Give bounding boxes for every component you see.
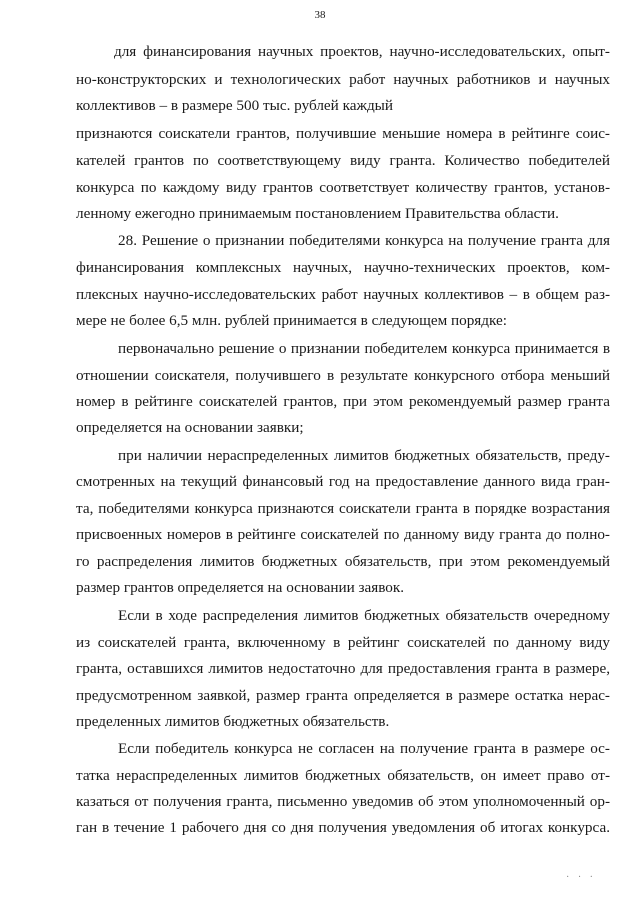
text-line: присвоенных номеров в рейтинге соискателей по данному виду гранта до полно- bbox=[76, 526, 610, 543]
text-line: мере не более 6,5 млн. рублей принимается в следующем порядке: bbox=[76, 312, 507, 329]
text-line: гранта, оставшихся лимитов недостаточно для предоставления гранта в размере, bbox=[76, 660, 610, 677]
text-line: при наличии нераспределенных лимитов бюджетных обязательств, преду- bbox=[118, 447, 610, 464]
text-line: казаться от получения гранта, письменно уведомив об этом уполномоченный ор- bbox=[76, 793, 610, 810]
text-line: Если в ходе распределения лимитов бюджетных обязательств очередному bbox=[118, 607, 610, 624]
text-line: для финансирования научных проектов, научно-исследовательских, опыт- bbox=[114, 43, 610, 60]
text-line: предусмотренном заявкой, размер гранта определяется в размере остатка нерас- bbox=[76, 687, 610, 704]
scan-artifact: · · · bbox=[566, 872, 596, 883]
text-line: ган в течение 1 рабочего дня со дня получения уведомления об итогах конкурса. bbox=[76, 819, 610, 836]
text-line: кателей грантов по соответствующему виду гранта. Количество победителей bbox=[76, 152, 610, 169]
text-line: Если победитель конкурса не согласен на получение гранта в размере ос- bbox=[118, 740, 610, 757]
text-line: отношении соискателя, получившего в результате конкурсного отбора меньший bbox=[76, 367, 610, 384]
text-line: плексных научно-исследовательских работ научных коллективов – в общем раз- bbox=[76, 286, 610, 303]
text-line: смотренных на текущий финансовый год на предоставление данного вида гран- bbox=[76, 473, 610, 490]
text-line: конкурса по каждому виду грантов соответствует количеству грантов, установ- bbox=[76, 179, 610, 196]
text-line: ленному ежегодно принимаемым постановлением Правительства области. bbox=[76, 205, 559, 222]
text-line: признаются соискатели грантов, получившие меньшие номера в рейтинге соис- bbox=[76, 125, 610, 142]
text-line: татка нераспределенных лимитов бюджетных обязательств, он имеет право от- bbox=[76, 767, 610, 784]
text-line: первоначально решение о признании победителем конкурса принимается в bbox=[118, 340, 610, 357]
text-line: но-конструкторских и технологических работ научных работников и научных bbox=[76, 71, 610, 88]
text-line: размер грантов определяется на основании заявок. bbox=[76, 579, 405, 596]
text-line: определяется на основании заявки; bbox=[76, 419, 304, 436]
text-line: из соискателей гранта, включенному в рейтинг соискателей по данному виду bbox=[76, 634, 610, 651]
text-line: 28. Решение о признании победителями конкурса на получение гранта для bbox=[118, 232, 610, 249]
text-line: коллективов – в размере 500 тыс. рублей каждый bbox=[76, 97, 394, 114]
text-line: номер в рейтинге соискателей грантов, при этом рекомендуемый размер гранта bbox=[76, 393, 610, 410]
text-line: та, победителями конкурса признаются соискатели гранта в порядке возрастания bbox=[76, 500, 610, 517]
text-line: пределенных лимитов бюджетных обязательств. bbox=[76, 713, 390, 730]
text-line: го распределения лимитов бюджетных обязательств, при этом рекомендуемый bbox=[76, 553, 610, 570]
text-line: финансирования комплексных научных, научно-технических проектов, ком- bbox=[76, 259, 610, 276]
page-number: 38 bbox=[314, 9, 326, 21]
